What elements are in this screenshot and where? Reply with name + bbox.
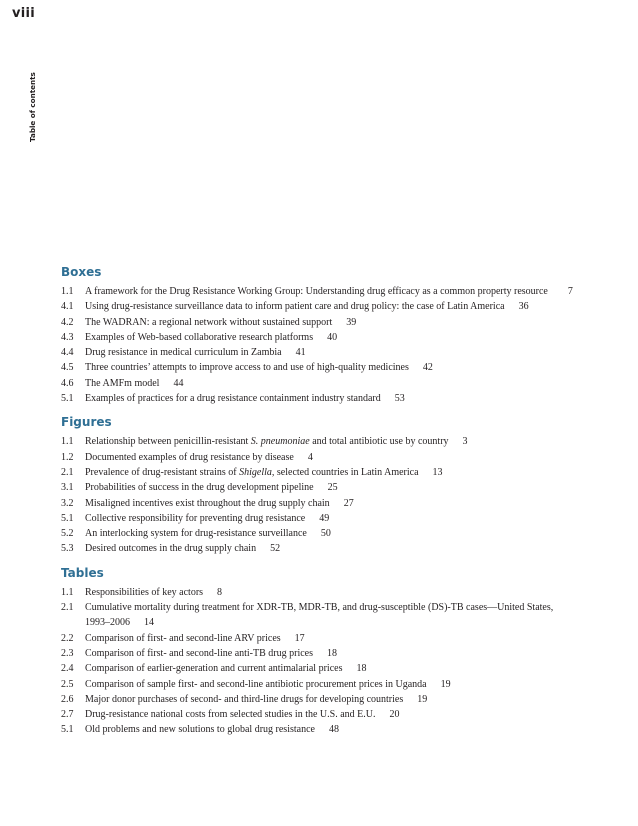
- entry-number: 1.1: [61, 286, 74, 297]
- entry-number: 2.2: [61, 632, 74, 644]
- toc-entry[interactable]: [61, 315, 631, 330]
- entry-number: 4.5: [61, 362, 74, 374]
- entry-page: 48: [328, 724, 339, 736]
- entry-page: 14: [144, 617, 154, 629]
- entry-page: 49: [319, 512, 330, 524]
- toc-entry[interactable]: [61, 299, 631, 314]
- entry-number: 1.1: [61, 436, 74, 448]
- toc-entry[interactable]: [61, 585, 631, 600]
- page-number: viii: [12, 6, 36, 21]
- section-heading: Figures: [61, 415, 112, 430]
- entry-title: Drug resistance in medical curriculum in Zambia: [85, 347, 282, 359]
- toc-entry[interactable]: [61, 661, 631, 676]
- entry-page: 25: [327, 482, 338, 494]
- entry-page: 53: [394, 393, 405, 405]
- toc-entry[interactable]: [61, 722, 631, 737]
- toc-entry[interactable]: [61, 541, 631, 556]
- entry-title: Misaligned incentives exist throughout the drug supply chain: [85, 497, 330, 509]
- section-figures: [61, 414, 631, 556]
- entry-title: Desired outcomes in the drug supply chain: [85, 543, 257, 555]
- entry-number: 2.4: [61, 663, 74, 675]
- section-heading: Boxes: [61, 265, 102, 279]
- entry-title: Documented examples of drug resistance by disease: [85, 451, 294, 463]
- entry-number: 2.1: [61, 466, 74, 478]
- entry-title: Cumulative mortality during treatment for XDR-TB, MDR-TB, and drug-susceptible (DS)-TB cases—United States,: [85, 602, 554, 614]
- toc-entry[interactable]: [61, 511, 631, 526]
- entry-page: 41: [295, 347, 306, 359]
- entry-page: 17: [294, 632, 305, 644]
- entry-title: A framework for the Drug Resistance Working Group: Understanding drug efficacy as a common property resource: [85, 286, 548, 297]
- toc-entry[interactable]: [61, 692, 631, 707]
- section-tables: [61, 565, 631, 738]
- entry-page: 50: [320, 528, 331, 540]
- entry-title-continued: 1993–2006: [85, 617, 130, 629]
- toc-entry[interactable]: [61, 600, 631, 615]
- toc-entry[interactable]: [61, 631, 631, 646]
- running-head: Table of contents: [28, 72, 37, 142]
- entry-title: Comparison of earlier-generation and current antimalarial prices: [85, 663, 343, 675]
- entry-page: 7: [567, 286, 573, 297]
- toc-entry[interactable]: [61, 376, 631, 391]
- entry-title: Comparison of first- and second-line anti-TB drug prices: [85, 647, 313, 659]
- entry-title: An interlocking system for drug-resistance surveillance: [85, 528, 307, 540]
- toc-entry[interactable]: [61, 345, 631, 360]
- toc-entry[interactable]: [61, 434, 631, 449]
- entry-title: Prevalence of drug-resistant strains of Shigella, selected countries in Latin America: [85, 466, 419, 478]
- toc-entry[interactable]: [61, 391, 631, 406]
- entry-title: Old problems and new solutions to global drug resistance: [85, 724, 315, 736]
- entry-title: The AMFm model: [85, 377, 160, 389]
- entry-number: 4.3: [61, 331, 74, 343]
- toc-entry[interactable]: [61, 284, 631, 299]
- entry-title: Drug-resistance national costs from selected studies in the U.S. and E.U.: [85, 709, 376, 721]
- entry-number: 3.1: [61, 482, 74, 494]
- entry-number: 2.1: [61, 602, 74, 614]
- entry-number: 4.2: [61, 316, 74, 328]
- entry-title: Collective responsibility for preventing drug resistance: [85, 512, 306, 524]
- entry-title: Three countries’ attempts to improve access to and use of high-quality medicines: [85, 362, 409, 374]
- entry-page: 18: [356, 663, 367, 675]
- toc-entry[interactable]: [61, 646, 631, 661]
- entry-title: Probabilities of success in the drug development pipeline: [85, 482, 314, 494]
- toc-entry[interactable]: [61, 707, 631, 722]
- entry-title: Comparison of sample first- and second-line antibiotic procurement prices in Uganda: [85, 678, 427, 690]
- entry-title: Examples of Web-based collaborative research platforms: [85, 331, 314, 343]
- entry-page: 13: [432, 466, 443, 478]
- entry-number: 5.1: [61, 724, 74, 736]
- entry-title: Major donor purchases of second- and third-line drugs for developing countries: [85, 693, 404, 705]
- entry-title: Relationship between penicillin-resistant S. pneumoniae and total antibiotic use by country: [85, 436, 449, 448]
- entry-number: 2.6: [61, 693, 74, 705]
- toc-entry[interactable]: [61, 526, 631, 541]
- entry-number: 2.7: [61, 709, 74, 721]
- section-heading: Tables: [61, 565, 104, 580]
- entry-page: 44: [173, 377, 184, 389]
- toc-entry[interactable]: [61, 465, 631, 480]
- entry-page: 39: [346, 316, 357, 328]
- toc-entry-continued[interactable]: [61, 615, 631, 630]
- entry-number: 4.1: [61, 301, 74, 313]
- entry-page: 8: [217, 586, 223, 598]
- entry-page: 3: [462, 436, 468, 448]
- entry-number: 5.3: [61, 543, 74, 555]
- entry-number: 2.3: [61, 647, 74, 659]
- entry-number: 1.1: [61, 586, 74, 598]
- table-of-contents: [61, 264, 631, 746]
- entry-number: 5.2: [61, 528, 74, 540]
- entry-title: Examples of practices for a drug resistance containment industry standard: [85, 393, 381, 405]
- entry-title: The WADRAN: a regional network without sustained support: [85, 316, 333, 328]
- entry-page: 19: [440, 678, 451, 690]
- toc-entry[interactable]: [61, 450, 631, 465]
- entry-number: 1.2: [61, 451, 74, 463]
- section-boxes: [61, 264, 631, 406]
- entry-page: 18: [327, 647, 337, 659]
- entry-number: 5.1: [61, 512, 74, 524]
- entry-number: 2.5: [61, 678, 74, 690]
- entry-page: 4: [307, 451, 313, 463]
- entry-page: 20: [389, 709, 400, 721]
- entry-page: 52: [270, 543, 281, 555]
- entry-title: Responsibilities of key actors: [85, 586, 204, 598]
- entry-number: 5.1: [61, 393, 74, 405]
- toc-entry[interactable]: [61, 480, 631, 495]
- entry-page: 42: [422, 362, 433, 374]
- toc-entry[interactable]: [61, 360, 631, 375]
- entry-number: 3.2: [61, 497, 74, 509]
- toc-entry[interactable]: [61, 677, 631, 692]
- entry-page: 40: [327, 331, 338, 343]
- entry-page: 19: [417, 693, 428, 705]
- toc-entry[interactable]: [61, 330, 631, 345]
- toc-entry[interactable]: [61, 496, 631, 511]
- entry-number: 4.4: [61, 347, 74, 359]
- entry-page: 36: [518, 301, 529, 313]
- entry-title: Using drug-resistance surveillance data to inform patient care and drug policy: the case of Latin America: [85, 301, 505, 313]
- entry-number: 4.6: [61, 377, 74, 389]
- entry-title: Comparison of first- and second-line ARV prices: [85, 632, 281, 644]
- entry-page: 27: [343, 497, 354, 509]
